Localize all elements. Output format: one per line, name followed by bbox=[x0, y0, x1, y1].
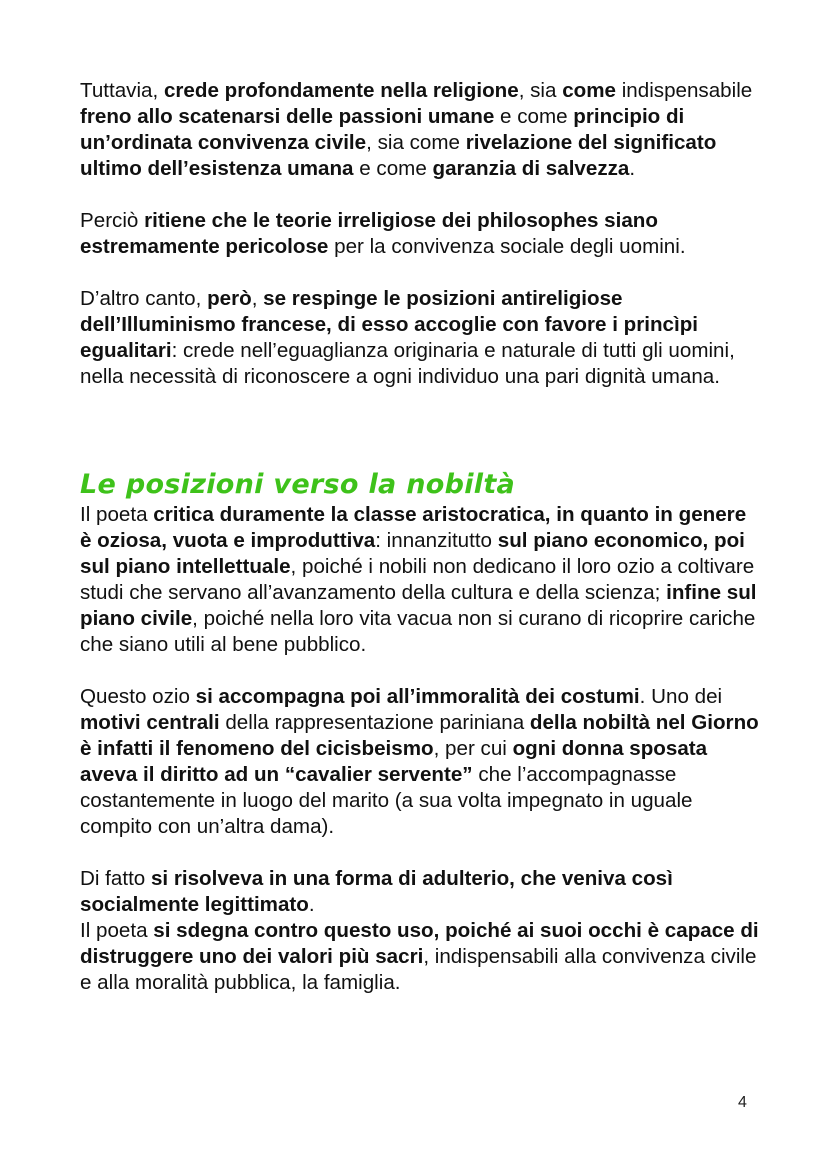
text-run: Il poeta bbox=[80, 919, 154, 942]
text-run: che l’accompagnasse costantemente in luogo del marito (a sua volta impegnato in uguale compito con un’altra dama). bbox=[80, 763, 693, 838]
text-run: . bbox=[629, 157, 636, 180]
text-run: Questo ozio bbox=[80, 685, 196, 708]
bold-run: critica duramente la classe aristocratica, in quanto in genere è oziosa, vuota e improduttiva bbox=[80, 503, 747, 552]
text-run: . bbox=[308, 893, 315, 916]
text-run: Il poeta bbox=[80, 503, 154, 526]
section-heading: Le posizioni verso la nobiltà bbox=[80, 469, 516, 500]
paragraph-family bbox=[80, 918, 760, 996]
text-run: : innanzitutto bbox=[375, 529, 498, 552]
bold-run: però bbox=[207, 287, 252, 310]
bold-run: infine sul piano civile bbox=[80, 581, 757, 630]
bold-run: freno allo scatenarsi delle passioni umane bbox=[80, 105, 495, 128]
text-run: , poiché i nobili non dedicano il loro ozio a coltivare studi che servano all’avanzamento della cultura e della scienza; bbox=[80, 555, 755, 604]
bold-run: sul piano economico, poi sul piano intellettuale bbox=[80, 529, 745, 578]
bold-run: si accompagna poi all’immoralità dei costumi bbox=[195, 685, 640, 708]
text-run: indispensabile bbox=[616, 79, 753, 102]
text-run: : crede nell’eguaglianza originaria e naturale di tutti gli uomini, nella necessità di riconoscere a ogni individuo una pari dignità umana. bbox=[80, 339, 735, 388]
bold-run: crede profondamente nella religione bbox=[163, 79, 519, 102]
text-run: , indispensabili alla convivenza civile e alla moralità pubblica, la famiglia. bbox=[80, 945, 757, 994]
bold-run: come bbox=[562, 79, 616, 102]
paragraph-aristocracy bbox=[80, 502, 760, 658]
text-run: della rappresentazione pariniana bbox=[219, 711, 530, 734]
page-content bbox=[80, 78, 760, 996]
bold-run: garanzia di salvezza bbox=[432, 157, 630, 180]
paragraph-egalitarian bbox=[80, 286, 760, 390]
bold-run: principio di un’ordinata convivenza civile bbox=[80, 105, 685, 154]
text-run: , poiché nella loro vita vacua non si curano di ricoprire cariche che siano utili al bene pubblico. bbox=[80, 607, 756, 656]
paragraph-cicisbeismo bbox=[80, 684, 760, 840]
page-number: 4 bbox=[738, 1094, 747, 1111]
text-run: , sia come bbox=[366, 131, 466, 154]
paragraph-philosophes bbox=[80, 208, 760, 260]
bold-run: si sdegna contro questo uso, poiché ai suoi occhi è capace di distruggere uno dei valori più sacri bbox=[80, 919, 759, 968]
text-run: e come bbox=[353, 157, 433, 180]
text-run: , bbox=[251, 287, 264, 310]
bold-run: rivelazione del significato ultimo dell’esistenza umana bbox=[80, 131, 717, 180]
text-run: per la convivenza sociale degli uomini. bbox=[328, 235, 686, 258]
bold-run: si risolveva in una forma di adulterio, che veniva così socialmente legittimato bbox=[80, 867, 673, 916]
text-run: Di fatto bbox=[80, 867, 151, 890]
bold-run: della nobiltà nel Giorno è infatti il fenomeno del cicisbeismo bbox=[80, 711, 759, 760]
bold-run: motivi centrali bbox=[80, 711, 220, 734]
paragraph-adultery bbox=[80, 866, 760, 918]
text-run: Tuttavia, bbox=[80, 79, 164, 102]
text-run: Perciò bbox=[80, 209, 145, 232]
bold-run: se respinge le posizioni antireligiose dell’Illuminismo francese, di esso accoglie con favore i princìpi egualitari bbox=[80, 287, 699, 362]
bold-run: ritiene che le teorie irreligiose dei philosophes siano estremamente pericolose bbox=[80, 209, 658, 258]
text-run: D’altro canto, bbox=[80, 287, 208, 310]
text-run: . Uno dei bbox=[639, 685, 723, 708]
paragraph-religion bbox=[80, 78, 760, 182]
text-run: e come bbox=[494, 105, 574, 128]
text-run: , per cui bbox=[433, 737, 513, 760]
bold-run: ogni donna sposata aveva il diritto ad un “cavalier servente” bbox=[80, 737, 708, 786]
text-run: , sia bbox=[518, 79, 563, 102]
